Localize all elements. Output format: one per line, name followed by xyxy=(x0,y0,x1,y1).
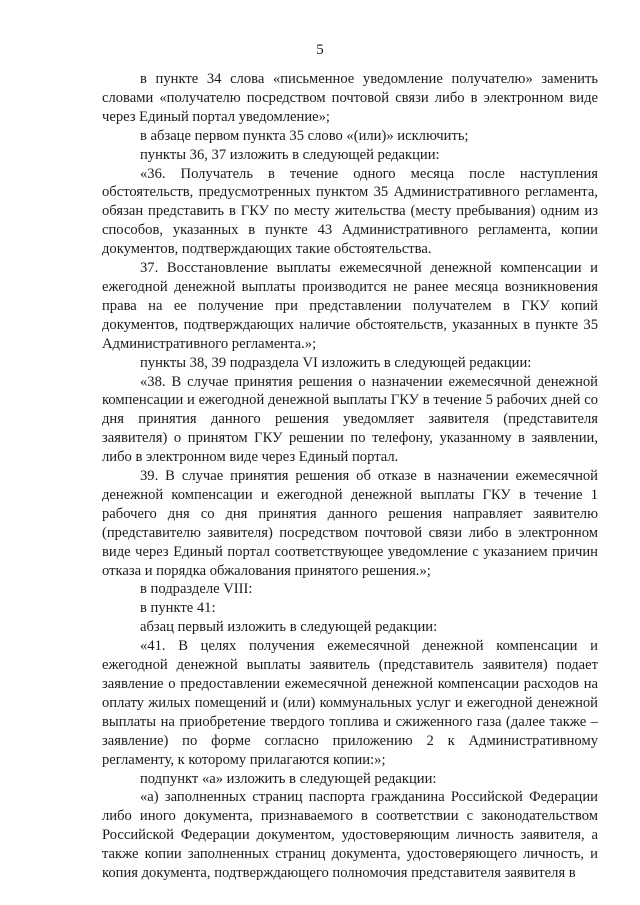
paragraph-first-abzac-intro: абзац первый изложить в следующей редакции: xyxy=(140,619,438,636)
paragraph-item-41-intro: в пункте 41: xyxy=(140,600,216,617)
paragraph-item-41: «41. В целях получения ежемесячной денежной компенсации и ежегодной денежной выплаты заявитель (представитель заявителя) подает заявление о предоставлении ежемесячной денежной компенсации расходов на оплату жилых помещений и (или) коммунальных услуг и ежегодной денежной выплаты на приобретение твердого топлива и сжиженного газа (далее также – заявление) по форме согласно приложению 2 к Административному регламенту, к которому прилагаются копии:»; xyxy=(102,638,598,768)
paragraph-items-38-39-intro: пункты 38, 39 подраздела VI изложить в следующей редакции: xyxy=(140,354,532,371)
paragraph-subitem-a-intro: подпункт «а» изложить в следующей редакции: xyxy=(140,770,437,787)
page-number: 5 xyxy=(316,42,324,58)
paragraph-item-37: 37. Восстановление выплаты ежемесячной денежной компенсации и ежегодной денежной выплаты производится не ранее месяца возникновения права на ее получение при представлении получателем в ГКУ копий документов, подтверждающих наличие обстоятельств, указанных в пункте 35 Административного регламента.»; xyxy=(102,260,598,352)
paragraph-item-35-amendment: в абзаце первом пункта 35 слово «(или)» исключить; xyxy=(140,127,469,144)
paragraph-items-36-37-intro: пункты 36, 37 изложить в следующей редакции: xyxy=(140,146,440,163)
paragraph-item-38: «38. В случае принятия решения о назначении ежемесячной денежной компенсации и ежегодной денежной выплаты ГКУ в течение 5 рабочих дней со дня принятия данного решения уведомляет заявителя (представителя заявителя) о принятом ГКУ решении по телефону, указанному в заявлении, либо в электронном виде через Единый портал. xyxy=(102,373,598,466)
paragraph-item-34-amendment: в пункте 34 слова «письменное уведомление получателю» заменить словами «получателю посредством почтовой связи либо в электронном виде через Единый портал уведомление»; xyxy=(102,71,598,125)
document-body xyxy=(102,70,598,883)
paragraph-subitem-a: «а) заполненных страниц паспорта гражданина Российской Федерации либо иного документа, признаваемого в соответствии с законодательством Российской Федерации документом, удостоверяющим личность заявителя, а также копии заполненных страниц документа, удостоверяющего личность, и копия документа, подтверждающего полномочия представителя заявителя в xyxy=(102,789,598,882)
paragraph-item-36: «36. Получатель в течение одного месяца после наступления обстоятельств, предусмотренных пунктом 35 Административного регламента, обязан представить в ГКУ по месту жительства (месту пребывания) одним из способов, указанных в пункте 43 Административного регламента, копии документов, подтверждающих такие обстоятельства. xyxy=(102,165,598,258)
paragraph-item-39: 39. В случае принятия решения об отказе в назначении ежемесячной денежной компенсации и ежегодной денежной выплаты ГКУ в течение 1 рабочего дня со дня принятия данного решения направляет заявителю (представителю заявителя) посредством почтовой связи либо в электронном виде через Единый портал соответствующее уведомление с указанием причин отказа и порядка обжалования принятого решения.»; xyxy=(102,468,598,579)
paragraph-subsection-viii: в подразделе VIII: xyxy=(140,581,253,598)
